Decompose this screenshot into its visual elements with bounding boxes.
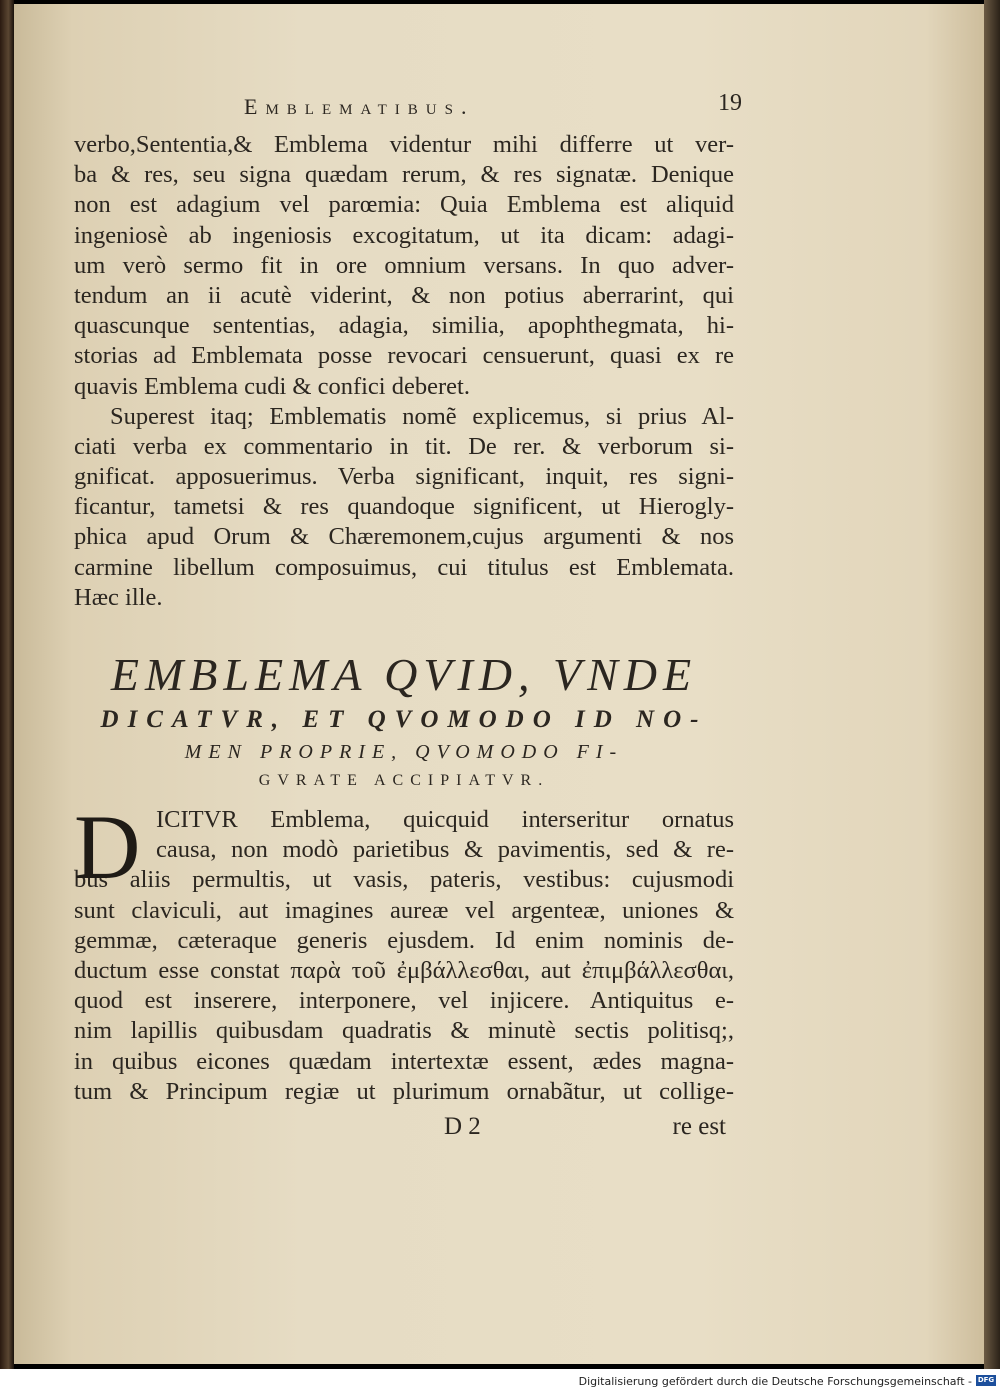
drop-cap: D [74, 796, 141, 898]
text-line: gnificat. apposuerimus. Verba significant, inquit, res signi- [74, 463, 734, 491]
text-line: Superest itaq; Emblematis nomẽ explicemus, si prius Al- [110, 402, 734, 430]
text-line: in quibus eicones quædam intertextæ essent, ædes magna- [74, 1047, 734, 1075]
paragraph-1 [74, 130, 734, 402]
text-line: gemmæ, cæteraque generis ejusdem. Id enim nominis de- [74, 926, 734, 954]
text-line: quavis Emblema cudi & confici deberet. [74, 372, 470, 400]
page-content [74, 86, 742, 1149]
text-line: sunt claviculi, aut imagines aureæ vel argenteæ, uniones & [74, 896, 734, 924]
page-footer [74, 1109, 734, 1149]
heading-line-2: DICATVR, ET QVOMODO ID NO- [100, 706, 708, 733]
text-line: phica apud Orum & Chæremonem,cujus argumenti & nos [74, 523, 734, 551]
text-line: ingeniosè ab ingeniosis excogitatum, ut ita dicam: adagi- [74, 221, 734, 249]
page-fore-edge [984, 0, 1000, 1369]
text-line: non est adagium vel parœmia: Quia Emblema est aliquid [74, 191, 734, 219]
paragraph-2 [74, 402, 734, 613]
spacer [74, 795, 734, 805]
page-number: 19 [718, 90, 742, 116]
text-line: tendum an ii acutè viderint, & non potius aberrarint, qui [74, 281, 734, 309]
dfg-logo-icon: DFG [977, 1376, 995, 1384]
funding-bar [0, 1369, 1000, 1392]
paragraph-3 [74, 796, 734, 1107]
signature-mark: D 2 [444, 1112, 481, 1140]
heading-line-4: GVRATE ACCIPIATVR. [258, 772, 550, 789]
funding-notice: Digitalisierung gefördert durch die Deutsche Forschungsgemeinschaft - [578, 1375, 972, 1388]
text-line: nim lapillis quibusdam quadratis & minutè sectis politisq;, [74, 1017, 734, 1045]
text-line: ICITVR Emblema, quicquid interseritur ornatus [156, 806, 734, 833]
text-line: causa, non modò parietibus & pavimentis, sed & re- [156, 836, 734, 864]
text-line: Hæc ille. [74, 583, 163, 611]
text-line: quascunque sententias, adagia, similia, apophthegmata, hi- [74, 312, 734, 340]
running-head-title: Emblematibus. [244, 94, 475, 119]
text-line: ba & res, seu signa quædam rerum, & res signatæ. Denique [74, 161, 734, 189]
spacer [74, 613, 734, 641]
text-line: verbo,Sententia,& Emblema videntur mihi differre ut ver- [74, 131, 734, 158]
text-line: quod est inserere, interponere, vel injicere. Antiquitus e- [74, 987, 734, 1015]
running-head [74, 86, 742, 130]
text-line: ductum esse constat παρὰ τοῦ ἐμβάλλεσθαι, aut ἐπιμβάλλεσθαι, [74, 956, 734, 984]
section-heading [74, 647, 734, 795]
text-line: storias ad Emblemata posse revocari censuerunt, quasi ex re [74, 342, 734, 370]
text-line: ficantur, tametsi & res quandoque significent, ut Hierogly- [74, 493, 734, 521]
book-spine-edge [0, 0, 14, 1369]
text-line: tum & Principum regiæ ut plurimum ornabãtur, ut collige- [74, 1077, 734, 1105]
heading-line-3: MEN PROPRIE, QVOMODO FI- [184, 741, 624, 763]
heading-line-1: EMBLEMA QVID, VNDE [110, 649, 698, 700]
catchword: re est [672, 1112, 726, 1140]
text-line: carmine libellum composuimus, cui titulus est Emblemata. [74, 553, 734, 581]
text-line: bus aliis permultis, ut vasis, pateris, vestibus: cujusmodi [74, 866, 734, 894]
text-line: um verò sermo fit in ore omnium versans. In quo adver- [74, 251, 734, 279]
text-line: ciati verba ex commentario in tit. De rer. & verborum si- [74, 432, 734, 460]
